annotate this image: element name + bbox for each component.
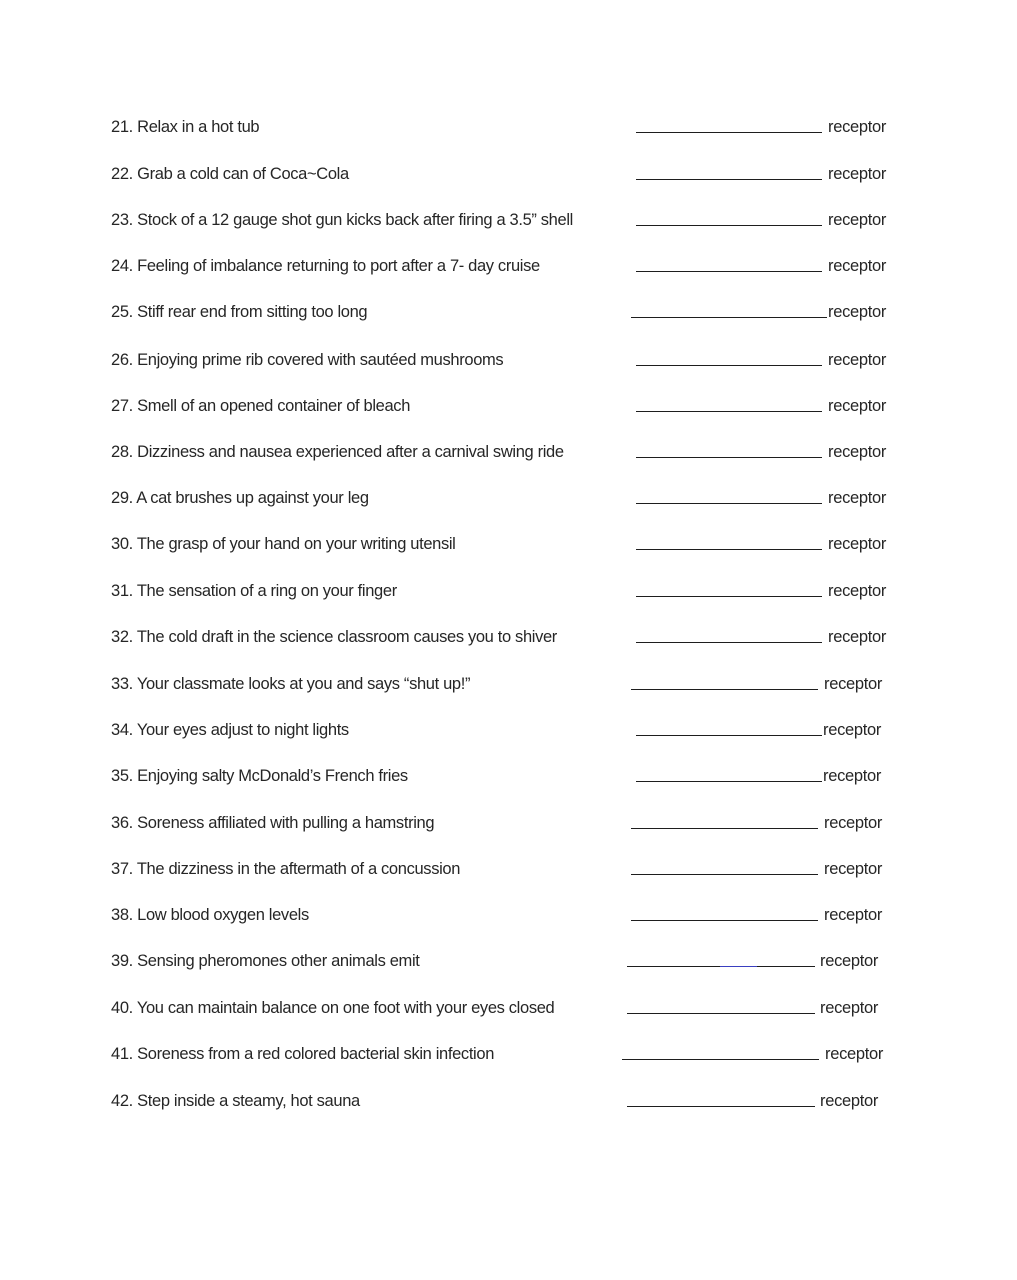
receptor-label: receptor	[824, 860, 883, 878]
receptor-label: receptor	[824, 906, 883, 924]
question-text: 26. Enjoying prime rib covered with sautéed mushrooms	[111, 351, 504, 369]
question-row-29	[0, 486, 1017, 510]
question-row-24	[0, 254, 1017, 278]
question-row-26	[0, 348, 1017, 372]
answer-blank[interactable]	[636, 457, 822, 458]
question-text: 41. Soreness from a red colored bacterial skin infection	[111, 1045, 495, 1063]
question-row-32	[0, 625, 1017, 649]
receptor-label: receptor	[828, 489, 887, 507]
receptor-label: receptor	[828, 351, 887, 369]
receptor-label: receptor	[820, 952, 879, 970]
receptor-label: receptor	[828, 303, 887, 321]
question-row-31	[0, 579, 1017, 603]
question-row-21	[0, 115, 1017, 139]
answer-blank[interactable]	[631, 317, 827, 318]
receptor-label: receptor	[820, 1092, 879, 1110]
answer-blank[interactable]	[636, 503, 822, 504]
question-text: 21. Relax in a hot tub	[111, 118, 260, 136]
question-text: 24. Feeling of imbalance returning to port after a 7- day cruise	[111, 257, 540, 275]
answer-blank[interactable]	[636, 132, 822, 133]
receptor-label: receptor	[828, 628, 887, 646]
question-text: 39. Sensing pheromones other animals emit	[111, 952, 420, 970]
receptor-label: receptor	[828, 397, 887, 415]
question-text: 42. Step inside a steamy, hot sauna	[111, 1092, 360, 1110]
answer-blank[interactable]	[636, 271, 822, 272]
question-text: 23. Stock of a 12 gauge shot gun kicks back after firing a 3.5” shell	[111, 211, 573, 229]
answer-blank[interactable]	[627, 1013, 815, 1014]
question-row-37	[0, 857, 1017, 881]
answer-blank[interactable]	[631, 920, 818, 921]
receptor-label: receptor	[828, 211, 887, 229]
question-row-40	[0, 996, 1017, 1020]
receptor-label: receptor	[823, 767, 882, 785]
receptor-label: receptor	[828, 257, 887, 275]
blue-underline-mark	[720, 966, 757, 967]
question-text: 27. Smell of an opened container of bleach	[111, 397, 411, 415]
answer-blank[interactable]	[631, 874, 818, 875]
question-row-28	[0, 440, 1017, 464]
question-row-22	[0, 162, 1017, 186]
question-text: 33. Your classmate looks at you and says “shut up!”	[111, 675, 471, 693]
question-row-39	[0, 949, 1017, 973]
receptor-label: receptor	[823, 721, 882, 739]
question-text: 28. Dizziness and nausea experienced after a carnival swing ride	[111, 443, 564, 461]
question-text: 30. The grasp of your hand on your writing utensil	[111, 535, 456, 553]
answer-blank[interactable]	[636, 781, 822, 782]
question-text: 32. The cold draft in the science classroom causes you to shiver	[111, 628, 557, 646]
answer-blank[interactable]	[636, 365, 822, 366]
receptor-label: receptor	[828, 443, 887, 461]
question-row-33	[0, 672, 1017, 696]
question-row-23	[0, 208, 1017, 232]
question-row-34	[0, 718, 1017, 742]
answer-blank[interactable]	[631, 828, 818, 829]
answer-blank[interactable]	[627, 966, 815, 967]
answer-blank[interactable]	[636, 411, 822, 412]
question-text: 35. Enjoying salty McDonald’s French fries	[111, 767, 408, 785]
answer-blank[interactable]	[636, 225, 822, 226]
question-text: 38. Low blood oxygen levels	[111, 906, 309, 924]
answer-blank[interactable]	[636, 179, 822, 180]
question-row-36	[0, 811, 1017, 835]
question-row-38	[0, 903, 1017, 927]
question-row-41	[0, 1042, 1017, 1066]
answer-blank[interactable]	[636, 642, 822, 643]
receptor-label: receptor	[828, 535, 887, 553]
answer-blank[interactable]	[622, 1059, 819, 1060]
question-text: 25. Stiff rear end from sitting too long	[111, 303, 368, 321]
receptor-label: receptor	[828, 165, 887, 183]
receptor-label: receptor	[824, 814, 883, 832]
question-text: 31. The sensation of a ring on your finger	[111, 582, 397, 600]
receptor-label: receptor	[824, 675, 883, 693]
receptor-label: receptor	[828, 118, 887, 136]
question-row-27	[0, 394, 1017, 418]
question-text: 37. The dizziness in the aftermath of a concussion	[111, 860, 461, 878]
question-row-30	[0, 532, 1017, 556]
question-row-42	[0, 1089, 1017, 1113]
answer-blank[interactable]	[636, 549, 822, 550]
question-row-25	[0, 300, 1017, 324]
receptor-label: receptor	[828, 582, 887, 600]
question-text: 29. A cat brushes up against your leg	[111, 489, 369, 507]
question-text: 40. You can maintain balance on one foot with your eyes closed	[111, 999, 555, 1017]
question-text: 22. Grab a cold can of Coca~Cola	[111, 165, 349, 183]
answer-blank[interactable]	[627, 1106, 815, 1107]
answer-blank[interactable]	[631, 689, 818, 690]
receptor-label: receptor	[825, 1045, 884, 1063]
receptor-label: receptor	[820, 999, 879, 1017]
question-text: 36. Soreness affiliated with pulling a hamstring	[111, 814, 435, 832]
answer-blank[interactable]	[636, 596, 822, 597]
question-text: 34. Your eyes adjust to night lights	[111, 721, 349, 739]
question-row-35	[0, 764, 1017, 788]
answer-blank[interactable]	[636, 735, 822, 736]
